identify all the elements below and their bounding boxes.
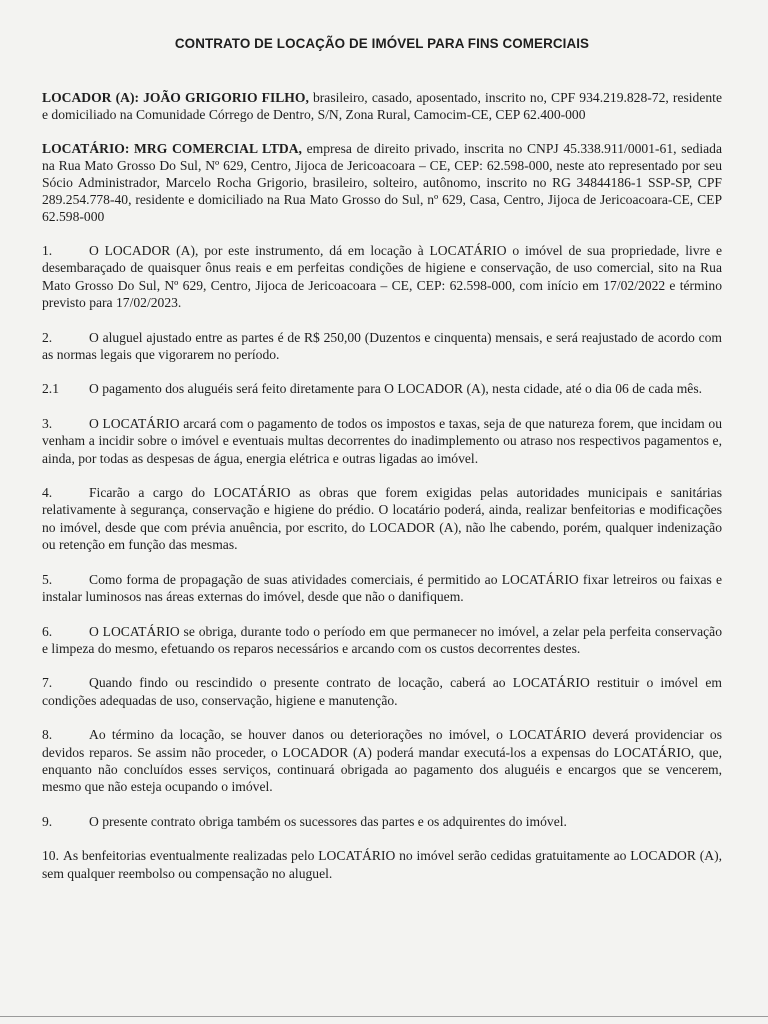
clause-number: 10. [42,848,59,864]
locatario-label: LOCATÁRIO: MRG COMERCIAL LTDA, [42,141,302,156]
locador-label: LOCADOR (A): JOÃO GRIGORIO FILHO, [42,90,309,105]
clause-number: 2. [42,329,53,345]
clause-10 [42,847,722,882]
clause-7 [42,674,722,709]
clause-number: 6. [42,623,53,639]
locador-text: brasileiro, casado, aposentado, inscrito no, CPF 934.219.828-72, residente e domiciliado na Comunidade Córrego de Dentro, S/N, Zona Rural, Camocim-CE, CEP 62.400-000 [42,90,722,122]
clause-1 [42,242,722,312]
clause-text: O presente contrato obriga também os sucessores das partes e os adquirentes do imóvel. [89,813,567,829]
clause-2 [42,329,722,364]
locador-paragraph [42,89,722,123]
clause-8 [42,726,722,796]
clause-number: 7. [42,675,53,691]
clause-5 [42,571,722,606]
clause-number: 9. [42,813,53,829]
clause-text: O LOCATÁRIO arcará com o pagamento de todos os impostos e taxas, seja de que natureza forem, que incidam ou venham a incidir sobre o imóvel e eventuais multas decorrentes do inadimplemento ou atraso nos respectivos pagamentos e, ainda, por todas as despesas de água, energia elétrica e outras ligadas ao imóvel. [42,415,722,466]
clause-text: Quando findo ou rescindido o presente contrato de locação, caberá ao LOCATÁRIO restituir o imóvel em condições adequadas de uso, conservação, higiene e manutenção. [42,675,722,708]
clause-text: As benfeitorias eventualmente realizadas pelo LOCATÁRIO no imóvel serão cedidas gratuitamente ao LOCADOR (A), sem qualquer reembolso ou compensação no aluguel. [42,848,722,881]
clause-number: 3. [42,415,53,431]
clause-number: 4. [42,485,53,501]
clause-number: 1. [42,243,53,258]
locatario-text: empresa de direito privado, inscrita no CNPJ 45.338.911/0001-61, sediada na Rua Mato Grosso Do Sul, Nº 629, Centro, Jijoca de Jericoacoara – CE, CEP: 62.598-000, neste ato representado por seu Sócio Administrador, Marcelo Rocha Grigorio, brasileiro, solteiro, autônomo, inscrito no RG 34844186-1 SSP-SP, CPF 289.254.778-40, residente e domiciliado na Rua Mato Grosso do Sul, nº 629, Casa, Centro, Jijoca de Jericoacoara-CE, CEP 62.598-000 [42,141,722,224]
clause-text: O pagamento dos aluguéis será feito diretamente para O LOCADOR (A), nesta cidade, até o dia 06 de cada mês. [89,381,703,397]
clause-number: 2.1 [42,381,59,397]
clause-9 [42,813,722,830]
clause-number: 5. [42,571,53,587]
clause-text: Como forma de propagação de suas atividades comerciais, é permitido ao LOCATÁRIO fixar letreiros ou faixas e instalar luminosos nas áreas externas do imóvel, desde que não o danifiquem. [42,571,722,605]
locatario-paragraph [42,140,722,225]
document-title: CONTRATO DE LOCAÇÃO DE IMÓVEL PARA FINS COMERCIAIS [174,36,590,51]
clause-text: O LOCADOR (A), por este instrumento, dá em locação à LOCATÁRIO o imóvel de sua propriedade, livre e desembaraçado de quaisquer ônus reais e em perfeitas condições de higiene e conservação, de uso comercial, sito na Rua Mato Grosso Do Sul, Nº 629, Centro, Jijoca de Jericoacoara – CE, CEP: 62.598-000, com início em 17/02/2022 e término previsto para 17/02/2023. [42,243,722,311]
clause-text: O aluguel ajustado entre as partes é de R$ 250,00 (Duzentos e cinquenta) mensais, e será reajustado de acordo com as normas legais que vigorarem no período. [42,329,722,363]
clause-3 [42,415,722,467]
clause-text: O LOCATÁRIO se obriga, durante todo o período em que permanecer no imóvel, a zelar pela perfeita conservação e limpeza do mesmo, efetuando os reparos necessários e arcando com os custos decorrentes destes. [42,623,722,656]
clause-text: Ao término da locação, se houver danos ou deteriorações no imóvel, o LOCATÁRIO deverá providenciar os devidos reparos. Se assim não proceder, o LOCADOR (A) poderá mandar executá-los a expensas do LOCATÁRIO, que, enquanto não concluídos esses serviços, continuará obrigada ao pagamento dos aluguéis e encargos que se vencerem, mesmo que não esteja ocupando o imóvel. [42,727,722,795]
page-bottom-rule [0,1016,768,1017]
clause-2-1 [42,380,722,397]
clause-4 [42,484,722,554]
clause-text: Ficarão a cargo do LOCATÁRIO as obras que forem exigidas pelas autoridades municipais e sanitárias relativamente à segurança, conservação e higiene do prédio. O locatário poderá, ainda, realizar benfeitorias e modificações no imóvel, desde que com prévia anuência, por escrito, do LOCADOR (A), não lhe cabendo, porém, qualquer indenização ou retenção em função das mesmas. [42,485,722,553]
clause-6 [42,623,722,658]
clause-number: 8. [42,727,53,743]
